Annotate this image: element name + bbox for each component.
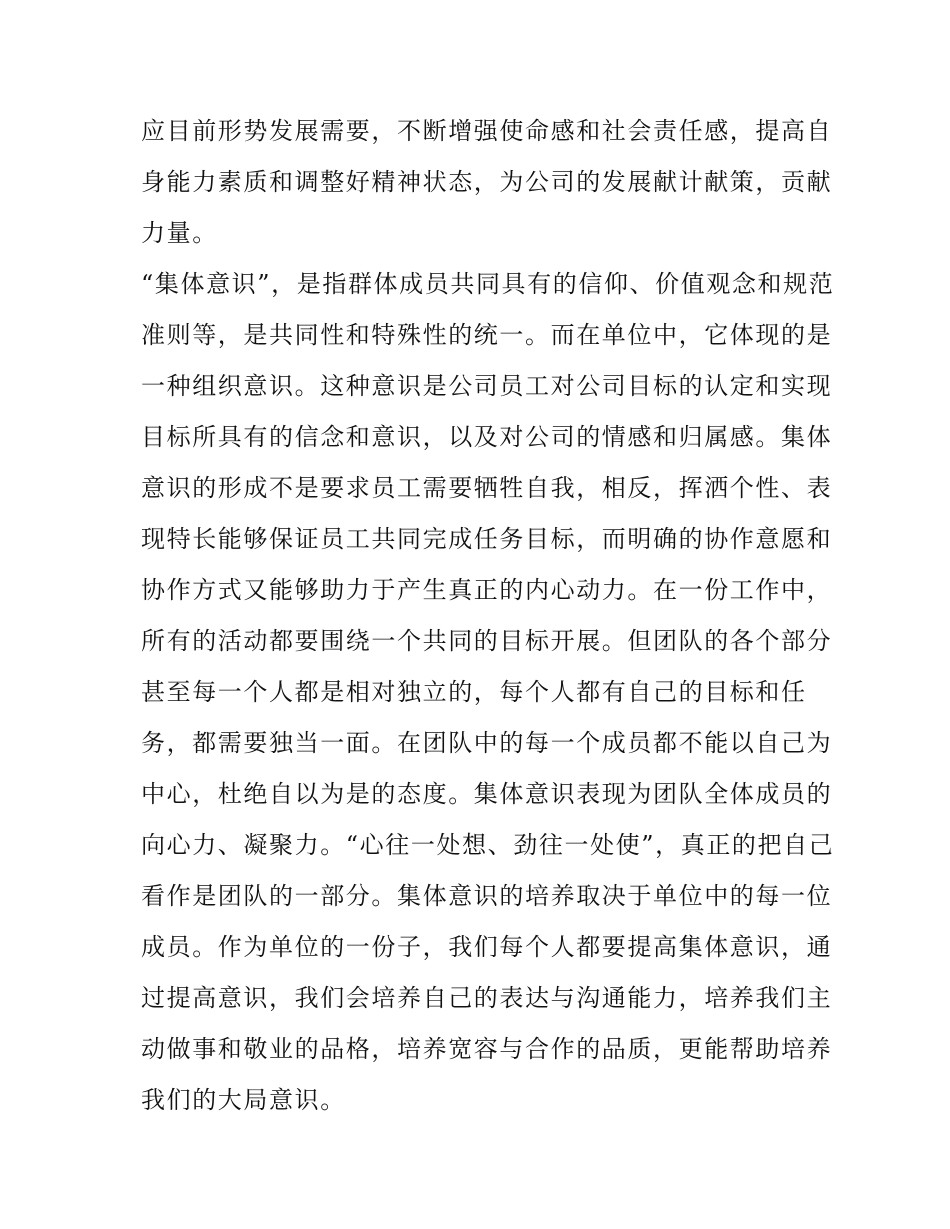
text-line: 身能力素质和调整好精神状态，为公司的发展献计献策，贡献 (141, 168, 833, 196)
text-line: 准则等，是共同性和特殊性的统一。而在单位中，它体现的是 (141, 321, 833, 349)
text-line: 力量。 (141, 219, 218, 247)
text-line: 看作是团队的一部分。集体意识的培养取决于单位中的每一位 (141, 882, 833, 910)
text-line: 协作方式又能够助力于产生真正的内心动力。在一份工作中， (141, 576, 833, 604)
text-line: 甚至每一个人都是相对独立的，每个人都有自己的目标和任 (141, 678, 807, 706)
text-line: 中心，杜绝自以为是的态度。集体意识表现为团队全体成员的 (141, 780, 833, 808)
text-line: 目标所具有的信念和意识，以及对公司的情感和归属感。集体 (141, 423, 833, 451)
text-line: 向心力、凝聚力。“心往一处想、劲往一处使”，真正的把自己 (141, 831, 835, 859)
text-line: 我们的大局意识。 (141, 1086, 346, 1114)
text-line: 一种组织意识。这种意识是公司员工对公司目标的认定和实现 (141, 372, 833, 400)
text-line: 过提高意识，我们会培养自己的表达与沟通能力，培养我们主 (141, 984, 833, 1012)
text-line: 所有的活动都要围绕一个共同的目标开展。但团队的各个部分 (141, 627, 833, 655)
text-line: 动做事和敬业的品格，培养宽容与合作的品质，更能帮助培养 (141, 1035, 833, 1063)
text-line: “集体意识”，是指群体成员共同具有的信仰、价值观念和规范 (141, 270, 835, 298)
text-line: 成员。作为单位的一份子，我们每个人都要提高集体意识，通 (141, 933, 833, 961)
text-line: 现特长能够保证员工共同完成任务目标，而明确的协作意愿和 (141, 525, 833, 553)
text-line: 意识的形成不是要求员工需要牺牲自我，相反，挥洒个性、表 (141, 474, 833, 502)
text-line: 务，都需要独当一面。在团队中的每一个成员都不能以自己为 (141, 729, 833, 757)
text-line: 应目前形势发展需要，不断增强使命感和社会责任感，提高自 (141, 117, 833, 145)
body-text (141, 106, 835, 1126)
